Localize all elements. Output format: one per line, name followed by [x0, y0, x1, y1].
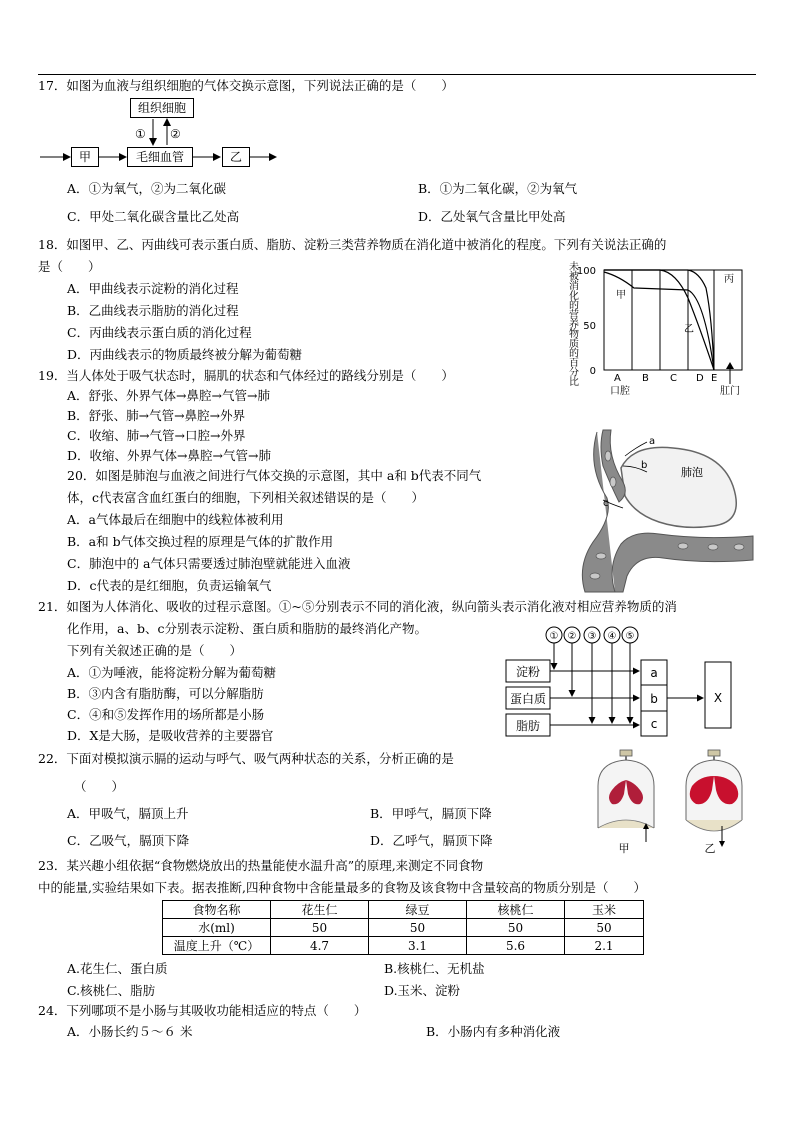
q19-option-d: D．收缩、外界气体→鼻腔→气管→肺	[67, 448, 271, 463]
fig21-n1: ①	[549, 631, 559, 642]
q22-stem-1: 22．下面对模拟演示膈的运动与呼气、吸气两种状态的关系，分析正确的是	[38, 751, 454, 766]
q22-option-d: D．乙呼气，膈顶下降	[370, 833, 493, 848]
table-header-cell: 玉米	[565, 901, 644, 919]
q18-stem-1: 18．如图甲、乙、丙曲线可表示蛋白质、脂肪、淀粉三类营养物质在消化道中被消化的程度。下列有关说法正确的	[38, 237, 667, 252]
q22-stem-2: （ ）	[74, 779, 125, 794]
jar-label-jia: 甲	[618, 842, 630, 854]
fig21-x: X	[713, 691, 723, 705]
y-axis-label-char: 分	[569, 367, 579, 379]
table-row	[163, 919, 644, 937]
y-axis-label-char: 被	[569, 271, 579, 283]
y-axis-label-char: 营	[569, 310, 579, 321]
alveolus-figure	[563, 426, 758, 594]
q17-option-a: A．①为氧气，②为二氧化碳	[67, 181, 227, 196]
x-tick-c: C	[670, 373, 677, 384]
q20-stem-1: 20．如图是肺泡与血液之间进行气体交换的示意图，其中 a和 b代表不同气	[67, 468, 482, 483]
q21-stem-2: 化作用，a、b、c分别表示淀粉、蛋白质和脂肪的最终消化产物。	[67, 621, 427, 636]
q17-stem: 17．如图为血液与组织细胞的气体交换示意图，下列说法正确的是（ ）	[38, 78, 454, 93]
q21-option-a: A．①为唾液，能将淀粉分解为葡萄糖	[67, 665, 277, 680]
q24-option-a: A．小肠长约５～６ 米	[67, 1024, 193, 1039]
curve-jia	[604, 272, 714, 370]
y-axis-label-char: 的	[569, 348, 579, 360]
table-header-cell: 绿豆	[369, 901, 467, 919]
table-cell: 温度上升（℃）	[163, 937, 271, 955]
q22-option-c: C．乙吸气，膈顶下降	[67, 833, 190, 848]
y-axis-label-char: 养	[569, 319, 579, 331]
curve-bing	[604, 270, 714, 370]
anus-label: 肛门	[720, 386, 740, 397]
x-tick-e: E	[711, 373, 718, 384]
y-tick-0: 0	[589, 366, 596, 377]
q17-option-d: D．乙处氧气含量比甲处高	[418, 209, 566, 224]
q24-option-b: B．小肠内有多种消化液	[426, 1024, 561, 1039]
q20-option-c: C．肺泡中的 a气体只需要透过肺泡壁就能进入血液	[67, 556, 351, 571]
y-axis-label	[569, 260, 579, 388]
q23-option-a: A.花生仁、蛋白质	[67, 961, 168, 976]
capillary-box: 毛细血管	[127, 147, 193, 167]
fig21-c: c	[650, 717, 658, 731]
table-cell: 50	[369, 919, 467, 937]
q20-option-b: B．a和 b气体交换过程的原理是气体的扩散作用	[67, 534, 334, 549]
y-axis-label-char: 比	[569, 377, 579, 389]
table-cell: 4.7	[271, 937, 369, 955]
y-axis-label-char: 百	[569, 358, 579, 369]
q19-stem: 19．当人体处于吸气状态时，膈肌的状态和气体经过的路线分别是（ ）	[38, 368, 454, 383]
q22-option-a: A．甲吸气，膈顶上升	[67, 806, 189, 821]
fig21-n4: ④	[607, 631, 617, 642]
q19-option-c: C．收缩、肺→气管→口腔→外界	[67, 428, 246, 443]
q23-option-d: D.玉米、淀粉	[384, 983, 461, 998]
curve-label-yi: 乙	[684, 324, 694, 335]
y-tick-100: 100	[576, 266, 596, 277]
y-axis-label-char: 消	[569, 281, 579, 293]
table-row	[163, 937, 644, 955]
q18-option-c: C．丙曲线表示蛋白质的消化过程	[67, 325, 252, 340]
y-axis-label-char: 未	[569, 262, 579, 273]
tissue-cell-box: 组织细胞	[130, 98, 194, 118]
fig20-label-a: a	[649, 436, 656, 447]
x-tick-b: B	[642, 373, 649, 384]
fig20-label-c: c	[603, 498, 609, 509]
curve-yi	[604, 270, 714, 370]
q21-stem-1: 21．如图为人体消化、吸收的过程示意图。①~⑤分别表示不同的消化液，纵向箭头表示消化液对相应营养物质的消	[38, 599, 677, 614]
table-cell: 3.1	[369, 937, 467, 955]
q18-option-b: B．乙曲线表示脂肪的消化过程	[67, 303, 239, 318]
fig20-label-alveolus: 肺泡	[681, 466, 703, 479]
table-cell: 50	[467, 919, 565, 937]
q22-option-b: B．甲呼气，膈顶下降	[370, 806, 492, 821]
q20-stem-2: 体，c代表富含血红蛋白的细胞，下列相关叙述错误的是（ ）	[67, 490, 425, 505]
fig21-starch: 淀粉	[515, 665, 541, 679]
table-cell: 2.1	[565, 937, 644, 955]
jia-box: 甲	[71, 147, 99, 167]
fig21-n3: ③	[587, 631, 597, 642]
q21-stem-3: 下列有关叙述正确的是（ ）	[67, 643, 243, 658]
bell-jar-figure	[588, 746, 768, 854]
y-tick-50: 50	[583, 321, 596, 332]
y-axis-label-char: 物	[569, 329, 579, 341]
q21-option-b: B．③内含有脂肪酶，可以分解脂肪	[67, 686, 264, 701]
yi-box: 乙	[222, 147, 250, 167]
fig21-n5: ⑤	[625, 631, 635, 642]
fig21-fat: 脂肪	[515, 719, 541, 733]
table-cell: 50	[271, 919, 369, 937]
q19-option-a: A．舒张、外界气体→鼻腔→气管→肺	[67, 388, 270, 403]
table-cell: 50	[565, 919, 644, 937]
q18-option-d: D．丙曲线表示的物质最终被分解为葡萄糖	[67, 347, 303, 362]
x-tick-d: D	[696, 373, 704, 384]
food-energy-table	[162, 900, 644, 955]
digestion-process-figure	[500, 625, 762, 743]
q17-option-b: B．①为二氧化碳，②为氧气	[418, 181, 578, 196]
jar-label-yi: 乙	[704, 842, 716, 854]
y-axis-label-char: 的	[569, 300, 579, 312]
digestion-chart	[564, 258, 764, 398]
fig21-n2: ②	[567, 631, 577, 642]
q20-option-a: A．a气体最后在细胞中的线粒体被利用	[67, 512, 284, 527]
q21-option-d: D．X是大肠，是吸收营养的主要器官	[67, 728, 274, 743]
q23-option-b: B.核桃仁、无机盐	[384, 961, 485, 976]
jar-yi	[686, 750, 742, 847]
q23-stem-2: 中的能量,实验结果如下表。据表推断,四种食物中含能量最多的食物及该食物中含量较高的物质分别是（ ）	[38, 880, 646, 895]
curve-label-bing: 丙	[724, 274, 734, 285]
q18-option-a: A．甲曲线表示淀粉的消化过程	[67, 281, 239, 296]
q24-stem: 24．下列哪项不是小肠与其吸收功能相适应的特点（ ）	[38, 1003, 367, 1018]
y-axis-label-char: 质	[569, 338, 579, 350]
q23-option-c: C.核桃仁、脂肪	[67, 983, 156, 998]
q21-option-c: C．④和⑤发挥作用的场所都是小肠	[67, 707, 265, 722]
table-cell: 5.6	[467, 937, 565, 955]
table-header-row	[163, 901, 644, 919]
table-header-cell: 食物名称	[163, 901, 271, 919]
fig21-a: a	[650, 666, 658, 680]
curve-label-jia: 甲	[616, 290, 626, 301]
y-axis-label-char: 化	[569, 290, 579, 302]
fig20-label-b: b	[641, 460, 648, 471]
fig21-protein: 蛋白质	[509, 692, 547, 706]
fig21-b: b	[650, 692, 658, 706]
table-header-cell: 核桃仁	[467, 901, 565, 919]
table-header-cell: 花生仁	[271, 901, 369, 919]
label-1: ①	[135, 127, 146, 141]
mouth-label: 口腔	[610, 386, 630, 397]
label-2: ②	[170, 127, 181, 141]
header-rule	[38, 74, 756, 75]
q23-stem-1: 23．某兴趣小组依据“食物燃烧放出的热量能使水温升高”的原理,来测定不同食物	[38, 858, 484, 873]
q20-option-d: D．c代表的是红细胞，负责运输氧气	[67, 578, 272, 593]
q19-option-b: B．舒张、肺→气管→鼻腔→外界	[67, 408, 246, 423]
q18-stem-2: 是（ ）	[38, 259, 101, 274]
jar-jia	[598, 750, 654, 842]
table-cell: 水(ml)	[163, 919, 271, 937]
x-tick-a: A	[614, 373, 621, 384]
q17-option-c: C．甲处二氧化碳含量比乙处高	[67, 209, 240, 224]
